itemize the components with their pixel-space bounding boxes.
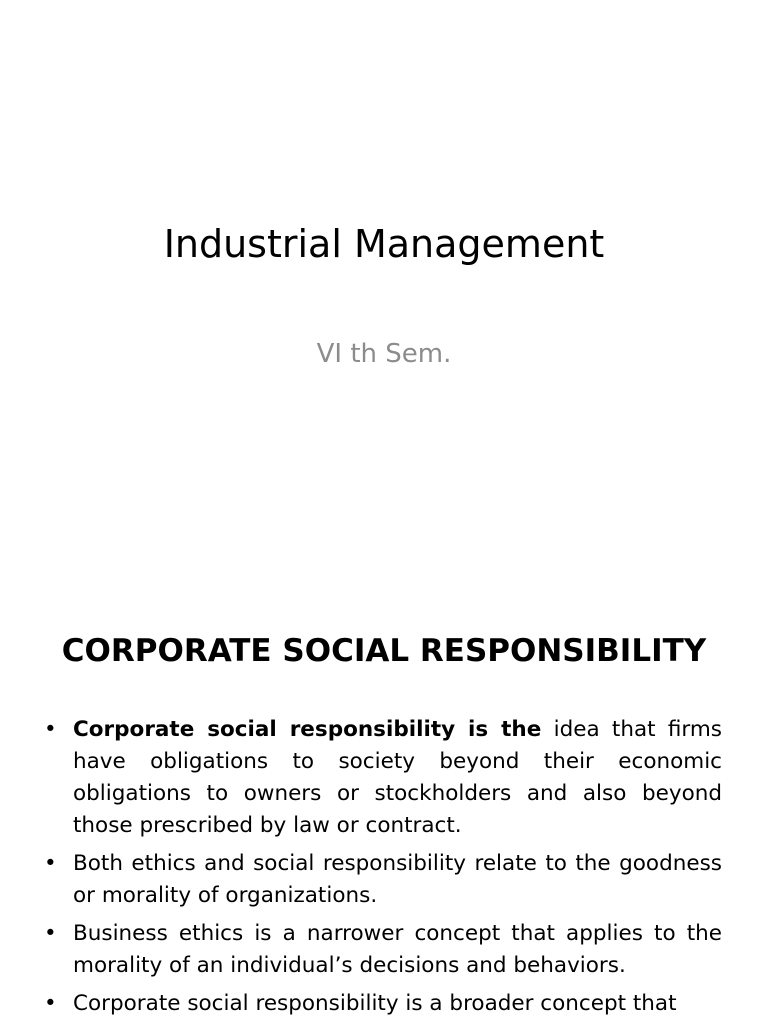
bullet-item (40, 988, 722, 1020)
bullet-item (40, 714, 722, 842)
bullet-icon: • (44, 991, 57, 1016)
bullet-icon: • (44, 717, 57, 742)
slide-title: Industrial Management (163, 222, 605, 266)
bullet-text: Corporate social responsibility is a broader concept that (73, 991, 677, 1016)
bullet-icon: • (44, 851, 57, 876)
bullet-item (40, 848, 722, 912)
bullet-text: idea that firms have obligations to society beyond their economic obligations to owners or stockholders and also beyond those prescribed by law or contract. (73, 717, 722, 838)
bullet-text: Business ethics is a narrower concept that applies to the morality of an individual’s decisions and behaviors. (73, 921, 722, 978)
bullet-bold-lead: Corporate social responsibility is the (73, 717, 542, 742)
bullet-icon: • (44, 921, 57, 946)
bullet-item (40, 918, 722, 982)
slide-heading: CORPORATE SOCIAL RESPONSIBILITY (61, 633, 707, 669)
slide-subtitle: VI th Sem. (316, 339, 452, 369)
bullet-text: Both ethics and social responsibility relate to the goodness or morality of organizations. (73, 851, 722, 908)
bullet-list (40, 714, 722, 1024)
content-slide (0, 576, 768, 1024)
